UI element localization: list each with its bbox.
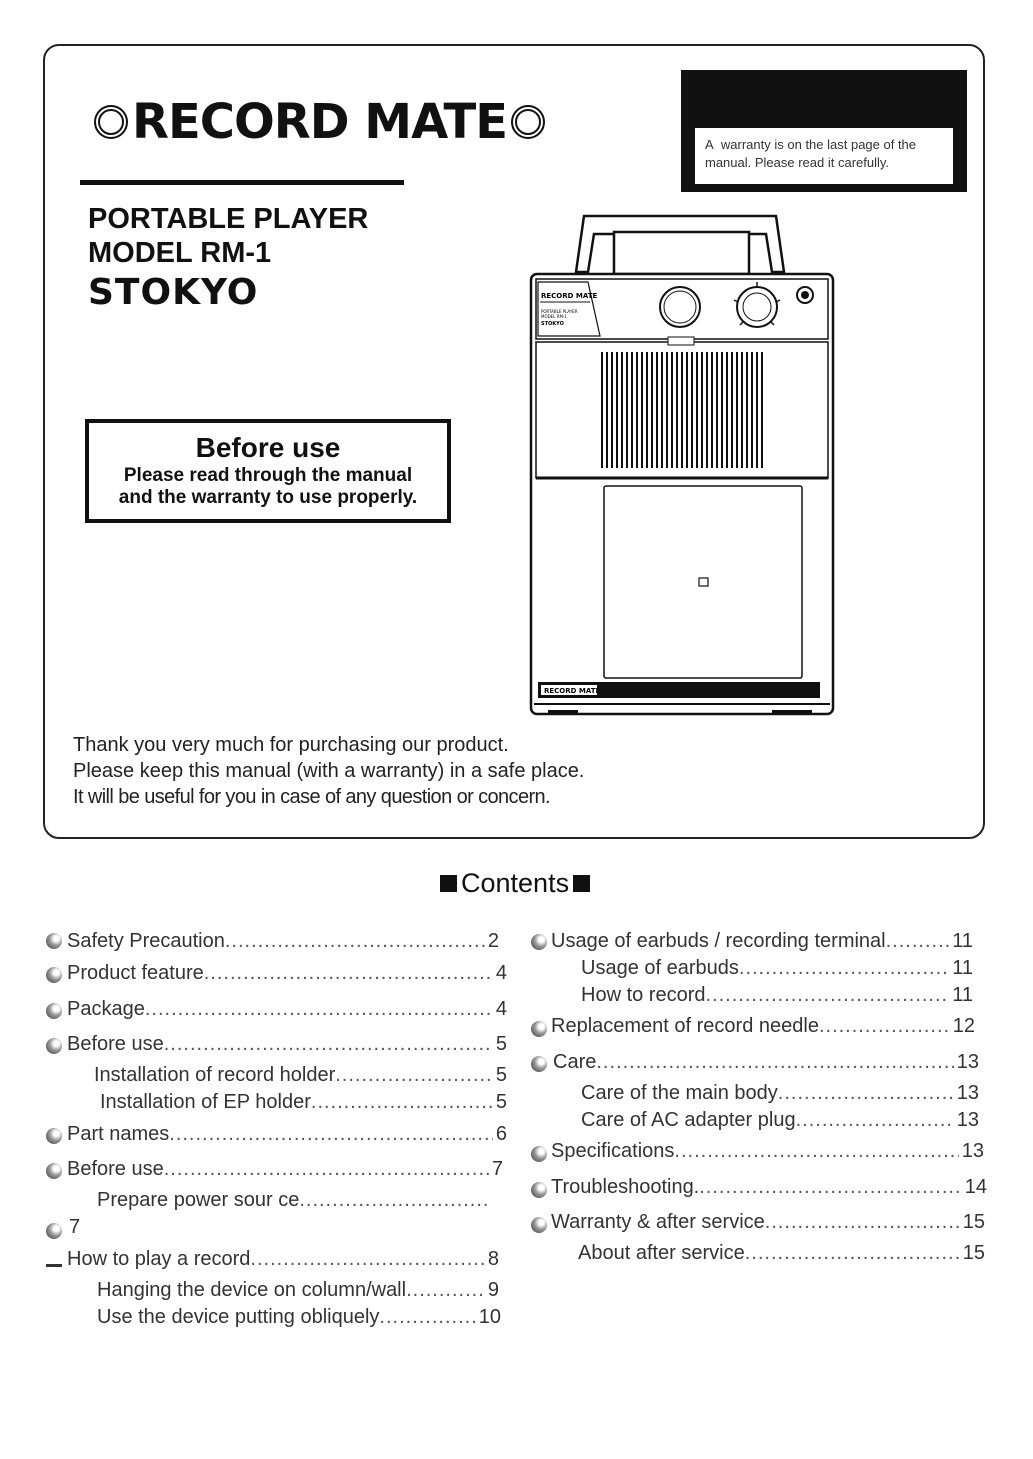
toc-label: Care — [553, 1051, 597, 1073]
bullet-icon — [46, 1003, 62, 1019]
square-icon — [440, 875, 457, 892]
device-logo-text: RECORD MATE — [541, 292, 598, 300]
toc-label: Replacement of record needle — [551, 1015, 819, 1037]
warranty-note-line-2: manual. Please read it carefully. — [705, 155, 890, 170]
bullet-icon — [531, 1182, 547, 1198]
volume-knob — [660, 287, 700, 327]
toc-page: 12 — [952, 1015, 975, 1037]
toc-entry[interactable] — [67, 1158, 503, 1184]
toc-label: Installation of EP holder — [100, 1091, 311, 1113]
product-line-2: MODEL RM-1 — [88, 237, 272, 269]
toc-subentry[interactable] — [97, 1279, 499, 1305]
before-use-line-1: Please read through the manual — [123, 465, 413, 486]
toc-page: 8 — [487, 1248, 499, 1270]
toc-entry[interactable] — [67, 1033, 507, 1059]
contents-heading — [440, 868, 590, 899]
toc-entry[interactable] — [67, 1123, 507, 1149]
toc-subentry[interactable] — [97, 1189, 491, 1215]
record-mate-logo — [90, 94, 508, 150]
toc-label: How to play a record — [67, 1248, 251, 1270]
bullet-icon — [46, 1038, 62, 1054]
toc-subentry[interactable] — [581, 1082, 979, 1108]
toc-page: 11 — [952, 957, 973, 979]
warranty-note-line-1: warranty is on the last page of the — [720, 137, 917, 152]
toc-page: 5 — [495, 1091, 507, 1113]
toc-page: 4 — [495, 998, 507, 1020]
toc-subentry[interactable] — [100, 1091, 507, 1117]
toc-entry[interactable] — [551, 930, 973, 956]
toc-label: Hanging the device on column/wall — [97, 1279, 407, 1301]
toc-entry[interactable] — [67, 998, 507, 1024]
toc-page: 13 — [956, 1051, 979, 1073]
bullet-icon — [46, 1128, 62, 1144]
record-disc-icon — [511, 105, 545, 139]
toc-page-fragment — [69, 1216, 109, 1242]
toc-label: Before use — [67, 1033, 164, 1055]
toc-page: 15 — [962, 1242, 985, 1264]
toc-label: Troubleshooting. — [551, 1176, 700, 1198]
toc-page: 10 — [478, 1306, 501, 1328]
thanks-line-3: It will be useful for you in case of any question or concern. — [73, 786, 551, 808]
brand-logo: STOKYO — [88, 272, 259, 313]
device-bottom-logo: RECORD MATE — [544, 687, 601, 695]
toc-label: Safety Precaution — [67, 930, 225, 952]
warranty-notice — [695, 128, 953, 184]
bullet-icon — [531, 1146, 547, 1162]
toc-subentry[interactable] — [94, 1064, 507, 1090]
toc-label: Part names — [67, 1123, 170, 1145]
bullet-icon — [46, 967, 62, 983]
toc-label: Prepare power sour ce — [97, 1189, 300, 1211]
handle-window — [614, 232, 749, 274]
bullet-icon — [46, 933, 62, 949]
toc-label: How to record — [581, 984, 706, 1006]
logo-text: RECORD MATE — [132, 94, 508, 150]
toc-page: 13 — [961, 1140, 984, 1162]
record-disc-icon — [94, 105, 128, 139]
toc-page: 5 — [495, 1064, 507, 1086]
contents-title: Contents — [461, 868, 570, 898]
bullet-icon — [531, 934, 547, 950]
title-rule — [80, 180, 404, 185]
toc-entry[interactable] — [551, 1140, 984, 1166]
bullet-icon — [46, 1223, 62, 1239]
toc-label: Use the device putting obliquely — [97, 1306, 380, 1328]
toc-label: Usage of earbuds — [581, 957, 739, 979]
device-label-line-1: PORTABLE PLAYER — [541, 309, 578, 314]
warranty-note-prefix: A — [705, 137, 714, 152]
toc-page: 6 — [495, 1123, 507, 1145]
toc-label: Care of the main body — [581, 1082, 778, 1104]
toc-page: 15 — [962, 1211, 985, 1233]
toc-subentry[interactable] — [578, 1242, 985, 1268]
bullet-icon — [531, 1056, 547, 1072]
toc-page: 13 — [956, 1082, 979, 1104]
toc-entry[interactable] — [551, 1211, 985, 1237]
before-use-line-2: and the warranty to use properly. — [118, 487, 418, 508]
toc-page: 7 — [491, 1158, 503, 1180]
toc-entry[interactable] — [551, 1015, 975, 1041]
toc-entry[interactable] — [67, 962, 507, 988]
device-label-brand: STOKYO — [541, 321, 564, 327]
toc-entry[interactable] — [67, 1248, 499, 1274]
record-player-illustration — [528, 212, 838, 718]
toc-entry[interactable] — [551, 1176, 987, 1202]
toc-page: 2 — [487, 930, 499, 952]
product-line-1: PORTABLE PLAYER — [88, 203, 369, 235]
toc-subentry[interactable] — [97, 1306, 501, 1332]
toc-label: Warranty & after service — [551, 1211, 765, 1233]
square-icon — [573, 875, 590, 892]
toc-page: 11 — [952, 984, 973, 1006]
toc-label: 7 — [69, 1216, 81, 1238]
toc-label: Installation of record holder — [94, 1064, 336, 1086]
toc-label: Usage of earbuds / recording terminal — [551, 930, 886, 952]
before-use-box — [85, 419, 451, 523]
toc-label: Specifications — [551, 1140, 675, 1162]
toc-label: Care of AC adapter plug — [581, 1109, 796, 1131]
toc-label: Before use — [67, 1158, 164, 1180]
thank-you-message — [73, 732, 584, 810]
toc-subentry[interactable] — [581, 957, 973, 983]
toc-entry[interactable] — [553, 1051, 979, 1077]
toc-entry[interactable] — [67, 930, 499, 956]
toc-page: 13 — [956, 1109, 979, 1131]
bullet-icon — [531, 1217, 547, 1233]
toc-subentry[interactable] — [581, 984, 973, 1010]
bullet-icon — [531, 1021, 547, 1037]
toc-label: About after service — [578, 1242, 745, 1264]
toc-page: 14 — [964, 1176, 987, 1198]
toc-page: 4 — [495, 962, 507, 984]
toc-label: Package — [67, 998, 145, 1020]
device-label-line-2: MODEL RM-1 — [541, 314, 567, 319]
toc-page: 11 — [952, 930, 973, 952]
speaker-grille — [602, 352, 762, 468]
dash-icon — [46, 1264, 62, 1267]
bullet-icon — [46, 1163, 62, 1179]
before-use-heading: Before use — [195, 432, 341, 463]
thanks-line-2: Please keep this manual (with a warranty) in a safe place. — [73, 760, 585, 782]
toc-page: 9 — [487, 1279, 499, 1301]
toc-page: 5 — [495, 1033, 507, 1055]
toc-label: Product feature — [67, 962, 204, 984]
thanks-line-1: Thank you very much for purchasing our product. — [73, 734, 509, 756]
toc-subentry[interactable] — [581, 1109, 979, 1135]
